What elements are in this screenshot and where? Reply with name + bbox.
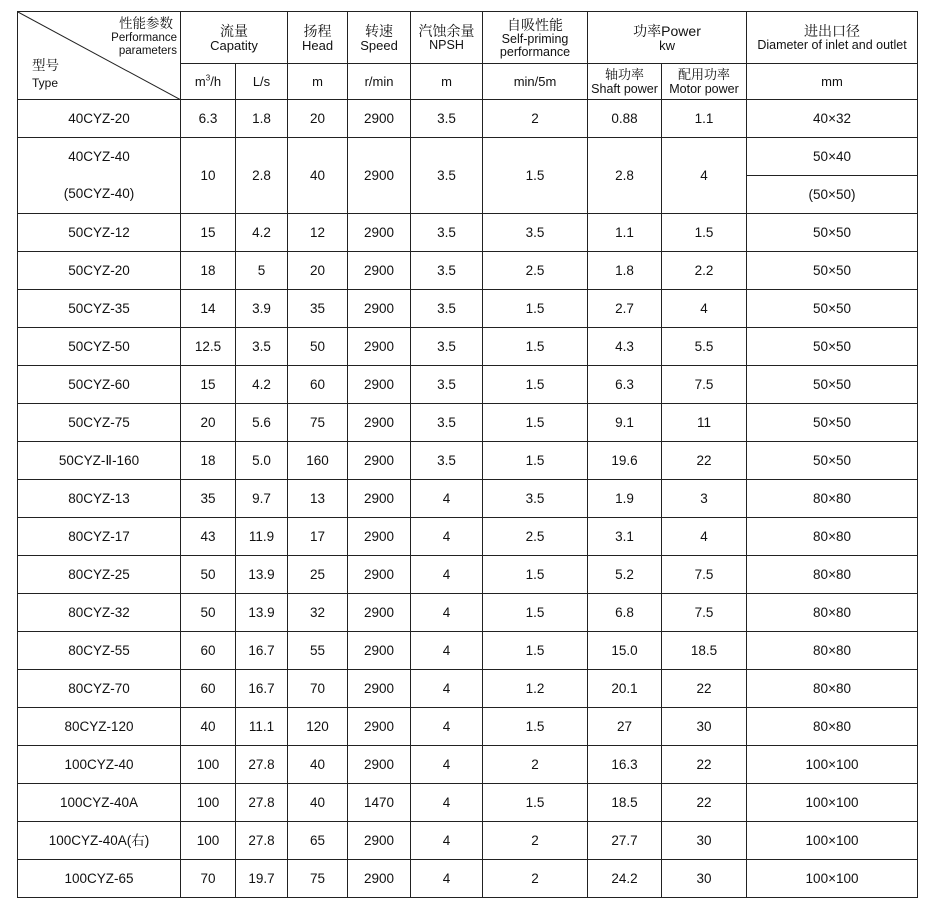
cell-self-priming: 1.5 xyxy=(483,442,588,480)
table-row xyxy=(18,214,918,252)
cell-speed: 1470 xyxy=(348,784,411,822)
table-row xyxy=(18,594,918,632)
cell-motor-power: 3 xyxy=(662,480,747,518)
npsh-label-zh: 汽蚀余量 xyxy=(418,23,475,39)
self-priming-label-zh: 自吸性能 xyxy=(507,16,564,33)
cell-head: 32 xyxy=(288,594,348,632)
cell-shaft-power: 2.8 xyxy=(588,138,662,214)
cell-motor-power: 11 xyxy=(662,404,747,442)
cell-type: 100CYZ-65 xyxy=(18,860,181,898)
power-label: 功率Power xyxy=(633,22,701,39)
cell-motor-power: 4 xyxy=(662,518,747,556)
cell-shaft-power: 9.1 xyxy=(588,404,662,442)
power-unit: kw xyxy=(659,37,675,53)
unit-m3h: $m^3/h$ xyxy=(181,64,236,100)
cell-self-priming: 2 xyxy=(483,100,588,138)
npsh-label-en: NPSH xyxy=(429,38,464,52)
cell-head: 17 xyxy=(288,518,348,556)
cell-ls: 27.8 xyxy=(236,784,288,822)
cell-speed: 2900 xyxy=(348,290,411,328)
cell-shaft-power: 5.2 xyxy=(588,556,662,594)
cell-head: 75 xyxy=(288,860,348,898)
cell-motor-power: 5.5 xyxy=(662,328,747,366)
capacity-label-zh: 流量 xyxy=(220,22,248,39)
cell-ls: 11.9 xyxy=(236,518,288,556)
cell-ls: 3.9 xyxy=(236,290,288,328)
cell-motor-power: 4 xyxy=(662,290,747,328)
cell-m3h: 15 xyxy=(181,214,236,252)
cell-npsh: 4 xyxy=(411,860,483,898)
cell-head: 40 xyxy=(288,746,348,784)
cell-diameter: 50×50 xyxy=(747,442,918,480)
cell-diameter-alt: (50×50) xyxy=(747,176,918,214)
cell-shaft-power: 3.1 xyxy=(588,518,662,556)
cell-diameter: 50×50 xyxy=(747,290,918,328)
unit-self-priming: min/5m xyxy=(483,64,588,100)
cell-type: 100CYZ-40 xyxy=(18,746,181,784)
cell-type: 80CYZ-55 xyxy=(18,632,181,670)
table-row xyxy=(18,746,918,784)
cell-diameter: 80×80 xyxy=(747,556,918,594)
cell-type: 40CYZ-20 xyxy=(18,100,181,138)
cell-speed: 2900 xyxy=(348,556,411,594)
motor-power-zh: 配用功率 xyxy=(678,67,731,82)
head-header xyxy=(288,12,348,64)
cell-npsh: 4 xyxy=(411,518,483,556)
cell-type: 80CYZ-70 xyxy=(18,670,181,708)
cell-ls: 1.8 xyxy=(236,100,288,138)
cell-speed: 2900 xyxy=(348,404,411,442)
cell-ls: 5.6 xyxy=(236,404,288,442)
cell-head: 25 xyxy=(288,556,348,594)
table-row xyxy=(18,404,918,442)
unit-npsh: m xyxy=(411,64,483,100)
cell-m3h: 18 xyxy=(181,252,236,290)
unit-ls: L/s xyxy=(236,64,288,100)
cell-npsh: 4 xyxy=(411,670,483,708)
cell-type: 80CYZ-13 xyxy=(18,480,181,518)
table-row xyxy=(18,556,918,594)
cell-m3h: 40 xyxy=(181,708,236,746)
cell-speed: 2900 xyxy=(348,822,411,860)
cell-npsh: 4 xyxy=(411,480,483,518)
cell-diameter: 80×80 xyxy=(747,594,918,632)
cell-ls: 4.2 xyxy=(236,214,288,252)
cell-self-priming: 1.5 xyxy=(483,404,588,442)
cell-ls: 16.7 xyxy=(236,632,288,670)
cell-ls: 3.5 xyxy=(236,328,288,366)
cell-shaft-power: 18.5 xyxy=(588,784,662,822)
cell-speed: 2900 xyxy=(348,328,411,366)
cell-ls: 5 xyxy=(236,252,288,290)
motor-power-en: Motor power xyxy=(669,82,739,96)
table-row xyxy=(18,290,918,328)
cell-npsh: 4 xyxy=(411,594,483,632)
cell-speed: 2900 xyxy=(348,518,411,556)
cell-motor-power: 7.5 xyxy=(662,594,747,632)
table-body xyxy=(18,214,918,898)
table-row xyxy=(18,860,918,898)
pump-spec-table xyxy=(17,11,918,898)
cell-head: 12 xyxy=(288,214,348,252)
cell-shaft-power: 4.3 xyxy=(588,328,662,366)
unit-diameter: mm xyxy=(747,64,918,100)
cell-type: 100CYZ-40A(右) xyxy=(18,822,181,860)
cell-motor-power: 1.5 xyxy=(662,214,747,252)
self-priming-header xyxy=(483,12,588,64)
cell-head: 65 xyxy=(288,822,348,860)
unit-speed: r/min xyxy=(348,64,411,100)
cell-head: 20 xyxy=(288,252,348,290)
shaft-power-en: Shaft power xyxy=(591,82,658,96)
cell-shaft-power: 2.7 xyxy=(588,290,662,328)
cell-shaft-power: 27 xyxy=(588,708,662,746)
cell-motor-power: 30 xyxy=(662,708,747,746)
cell-shaft-power: 16.3 xyxy=(588,746,662,784)
cell-self-priming: 1.5 xyxy=(483,632,588,670)
cell-self-priming: 3.5 xyxy=(483,480,588,518)
cell-m3h: 100 xyxy=(181,784,236,822)
cell-m3h: 6.3 xyxy=(181,100,236,138)
cell-shaft-power: 0.88 xyxy=(588,100,662,138)
cell-motor-power: 22 xyxy=(662,442,747,480)
cell-speed: 2900 xyxy=(348,214,411,252)
cell-speed: 2900 xyxy=(348,632,411,670)
speed-label-zh: 转速 xyxy=(365,22,394,39)
cell-self-priming: 2.5 xyxy=(483,518,588,556)
cell-ls: 9.7 xyxy=(236,480,288,518)
cell-npsh: 4 xyxy=(411,784,483,822)
cell-self-priming: 1.5 xyxy=(483,138,588,214)
table-row xyxy=(18,100,918,138)
cell-npsh: 4 xyxy=(411,746,483,784)
cell-type: 80CYZ-17 xyxy=(18,518,181,556)
cell-speed: 2900 xyxy=(348,138,411,214)
cell-m3h: 14 xyxy=(181,290,236,328)
cell-m3h: 20 xyxy=(181,404,236,442)
cell-type: 50CYZ-20 xyxy=(18,252,181,290)
unit-head: m xyxy=(288,64,348,100)
cell-npsh: 4 xyxy=(411,632,483,670)
table-row xyxy=(18,328,918,366)
cell-ls: 27.8 xyxy=(236,822,288,860)
cell-ls: 2.8 xyxy=(236,138,288,214)
type-header-cell xyxy=(18,12,181,100)
cell-type: 80CYZ-25 xyxy=(18,556,181,594)
cell-motor-power: 30 xyxy=(662,822,747,860)
cell-head: 35 xyxy=(288,290,348,328)
speed-label-en: Speed xyxy=(360,37,398,53)
cell-m3h: 18 xyxy=(181,442,236,480)
cell-diameter: 50×50 xyxy=(747,252,918,290)
cell-npsh: 3.5 xyxy=(411,252,483,290)
capacity-header xyxy=(181,12,288,64)
cell-diameter: 50×50 xyxy=(747,328,918,366)
diameter-label-zh: 进出口径 xyxy=(804,23,861,39)
cell-m3h: 60 xyxy=(181,632,236,670)
cell-type-alt: (50CYZ-40) xyxy=(18,176,181,214)
cell-diameter: 50×50 xyxy=(747,366,918,404)
cell-speed: 2900 xyxy=(348,670,411,708)
table-row xyxy=(18,442,918,480)
cell-npsh: 3.5 xyxy=(411,214,483,252)
capacity-label-en: Capatity xyxy=(210,37,258,53)
cell-type: 80CYZ-120 xyxy=(18,708,181,746)
cell-head: 55 xyxy=(288,632,348,670)
cell-npsh: 3.5 xyxy=(411,100,483,138)
cell-motor-power: 4 xyxy=(662,138,747,214)
cell-head: 40 xyxy=(288,138,348,214)
cell-motor-power: 2.2 xyxy=(662,252,747,290)
cell-diameter: 50×40 xyxy=(747,138,918,176)
cell-self-priming: 2 xyxy=(483,860,588,898)
cell-shaft-power: 1.9 xyxy=(588,480,662,518)
cell-m3h: 35 xyxy=(181,480,236,518)
cell-diameter: 50×50 xyxy=(747,214,918,252)
cell-m3h: 50 xyxy=(181,594,236,632)
cell-speed: 2900 xyxy=(348,746,411,784)
cell-self-priming: 1.5 xyxy=(483,556,588,594)
cell-shaft-power: 6.8 xyxy=(588,594,662,632)
cell-speed: 2900 xyxy=(348,252,411,290)
cell-speed: 2900 xyxy=(348,594,411,632)
cell-m3h: 50 xyxy=(181,556,236,594)
cell-ls: 19.7 xyxy=(236,860,288,898)
cell-m3h: 70 xyxy=(181,860,236,898)
cell-speed: 2900 xyxy=(348,442,411,480)
cell-m3h: 15 xyxy=(181,366,236,404)
cell-type: 50CYZ-Ⅱ-160 xyxy=(18,442,181,480)
cell-head: 70 xyxy=(288,670,348,708)
cell-self-priming: 2 xyxy=(483,822,588,860)
type-label-zh: 型号 xyxy=(32,58,59,73)
cell-self-priming: 1.5 xyxy=(483,594,588,632)
cell-m3h: 100 xyxy=(181,822,236,860)
cell-speed: 2900 xyxy=(348,708,411,746)
table-row xyxy=(18,366,918,404)
cell-motor-power: 1.1 xyxy=(662,100,747,138)
cell-diameter: 40×32 xyxy=(747,100,918,138)
cell-type: 50CYZ-35 xyxy=(18,290,181,328)
cell-type: 50CYZ-50 xyxy=(18,328,181,366)
cell-self-priming: 1.5 xyxy=(483,328,588,366)
cell-shaft-power: 15.0 xyxy=(588,632,662,670)
cell-motor-power: 22 xyxy=(662,784,747,822)
shaft-power-zh: 轴功率 xyxy=(605,67,645,82)
cell-ls: 16.7 xyxy=(236,670,288,708)
cell-head: 50 xyxy=(288,328,348,366)
cell-shaft-power: 19.6 xyxy=(588,442,662,480)
params-label-en: Performance parameters xyxy=(111,32,177,57)
cell-self-priming: 1.5 xyxy=(483,366,588,404)
header-row-main xyxy=(18,12,918,64)
cell-shaft-power: 1.1 xyxy=(588,214,662,252)
cell-diameter: 80×80 xyxy=(747,632,918,670)
speed-header xyxy=(348,12,411,64)
cell-speed: 2900 xyxy=(348,480,411,518)
cell-speed: 2900 xyxy=(348,100,411,138)
cell-npsh: 4 xyxy=(411,556,483,594)
cell-type: 50CYZ-60 xyxy=(18,366,181,404)
cell-type: 80CYZ-32 xyxy=(18,594,181,632)
cell-motor-power: 7.5 xyxy=(662,366,747,404)
params-label-zh: 性能参数 xyxy=(119,16,173,31)
cell-npsh: 4 xyxy=(411,822,483,860)
table-row xyxy=(18,784,918,822)
cell-diameter: 50×50 xyxy=(747,404,918,442)
cell-type: 40CYZ-40 xyxy=(18,138,181,176)
cell-npsh: 3.5 xyxy=(411,328,483,366)
head-label-en: Head xyxy=(301,37,334,53)
cell-npsh: 3.5 xyxy=(411,290,483,328)
head-label-zh: 扬程 xyxy=(303,22,332,39)
cell-diameter: 100×100 xyxy=(747,822,918,860)
cell-ls: 13.9 xyxy=(236,556,288,594)
table-row xyxy=(18,480,918,518)
cell-npsh: 4 xyxy=(411,708,483,746)
cell-ls: 5.0 xyxy=(236,442,288,480)
cell-motor-power: 22 xyxy=(662,746,747,784)
cell-diameter: 100×100 xyxy=(747,860,918,898)
cell-motor-power: 7.5 xyxy=(662,556,747,594)
npsh-header xyxy=(411,12,483,64)
cell-shaft-power: 1.8 xyxy=(588,252,662,290)
cell-head: 40 xyxy=(288,784,348,822)
cell-ls: 4.2 xyxy=(236,366,288,404)
cell-diameter: 80×80 xyxy=(747,670,918,708)
table-row xyxy=(18,138,918,176)
cell-npsh: 3.5 xyxy=(411,366,483,404)
cell-motor-power: 22 xyxy=(662,670,747,708)
cell-self-priming: 1.2 xyxy=(483,670,588,708)
self-priming-label-en2: performance xyxy=(499,44,571,59)
cell-motor-power: 18.5 xyxy=(662,632,747,670)
cell-shaft-power: 6.3 xyxy=(588,366,662,404)
cell-m3h: 100 xyxy=(181,746,236,784)
cell-type: 50CYZ-12 xyxy=(18,214,181,252)
self-priming-label-en1: Self-priming xyxy=(501,31,569,46)
cell-ls: 13.9 xyxy=(236,594,288,632)
cell-self-priming: 2.5 xyxy=(483,252,588,290)
cell-speed: 2900 xyxy=(348,366,411,404)
cell-m3h: 43 xyxy=(181,518,236,556)
cell-type: 100CYZ-40A xyxy=(18,784,181,822)
cell-shaft-power: 27.7 xyxy=(588,822,662,860)
cell-diameter: 100×100 xyxy=(747,784,918,822)
shaft-power-header xyxy=(588,64,662,100)
table-row xyxy=(18,518,918,556)
cell-diameter: 80×80 xyxy=(747,480,918,518)
cell-motor-power: 30 xyxy=(662,860,747,898)
cell-npsh: 3.5 xyxy=(411,138,483,214)
type-label-en: Type xyxy=(32,76,59,90)
motor-power-header xyxy=(662,64,747,100)
cell-head: 160 xyxy=(288,442,348,480)
cell-m3h: 12.5 xyxy=(181,328,236,366)
cell-ls: 27.8 xyxy=(236,746,288,784)
cell-npsh: 3.5 xyxy=(411,404,483,442)
cell-head: 60 xyxy=(288,366,348,404)
table-row xyxy=(18,252,918,290)
cell-shaft-power: 24.2 xyxy=(588,860,662,898)
power-header xyxy=(588,12,747,64)
table-row xyxy=(18,822,918,860)
cell-head: 75 xyxy=(288,404,348,442)
cell-self-priming: 2 xyxy=(483,746,588,784)
table-row xyxy=(18,708,918,746)
cell-head: 120 xyxy=(288,708,348,746)
cell-diameter: 100×100 xyxy=(747,746,918,784)
cell-ls: 11.1 xyxy=(236,708,288,746)
cell-self-priming: 3.5 xyxy=(483,214,588,252)
cell-self-priming: 1.5 xyxy=(483,290,588,328)
table-row xyxy=(18,632,918,670)
diameter-label-en: Diameter of inlet and outlet xyxy=(757,38,907,52)
cell-m3h: 60 xyxy=(181,670,236,708)
table-row xyxy=(18,670,918,708)
cell-shaft-power: 20.1 xyxy=(588,670,662,708)
cell-head: 20 xyxy=(288,100,348,138)
cell-type: 50CYZ-75 xyxy=(18,404,181,442)
cell-diameter: 80×80 xyxy=(747,518,918,556)
cell-diameter: 80×80 xyxy=(747,708,918,746)
cell-head: 13 xyxy=(288,480,348,518)
cell-npsh: 3.5 xyxy=(411,442,483,480)
cell-speed: 2900 xyxy=(348,860,411,898)
diameter-header xyxy=(747,12,918,64)
cell-self-priming: 1.5 xyxy=(483,708,588,746)
cell-m3h: 10 xyxy=(181,138,236,214)
cell-self-priming: 1.5 xyxy=(483,784,588,822)
